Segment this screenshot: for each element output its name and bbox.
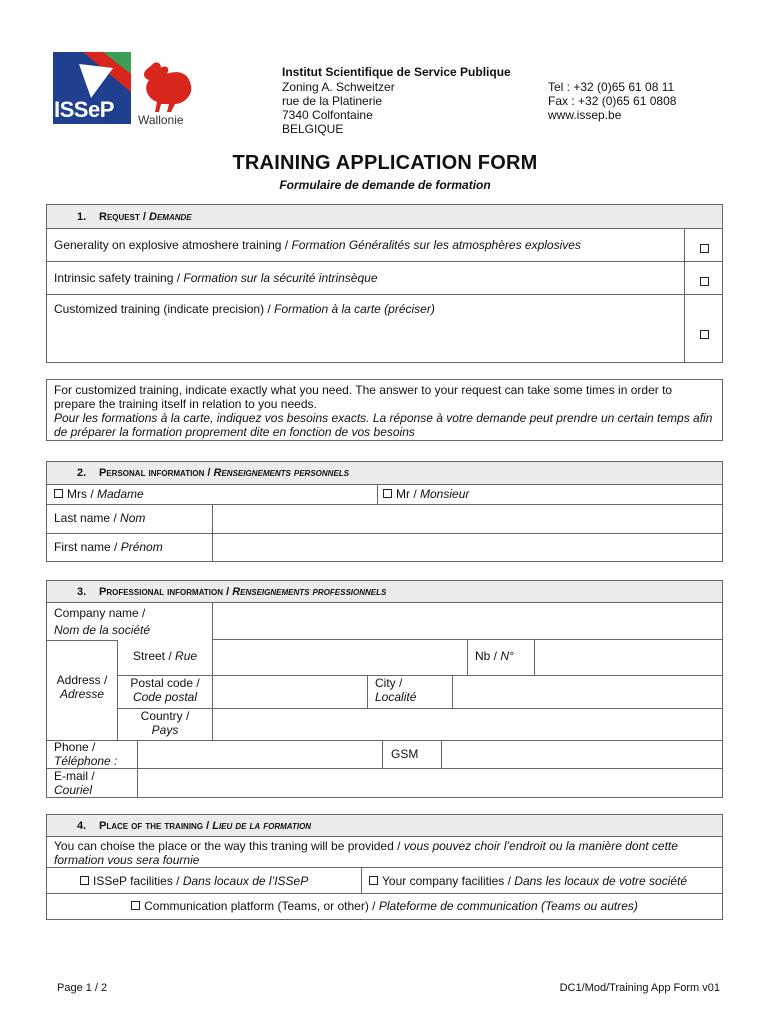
section-number: 4. xyxy=(77,819,87,832)
city-field[interactable] xyxy=(452,675,722,708)
section-number: 3. xyxy=(77,585,87,598)
rooster-icon xyxy=(137,60,195,114)
phone-label-fr: Téléphone : xyxy=(54,754,118,768)
opt2-label-en: Your company facilities / xyxy=(382,874,511,888)
firstname-field[interactable] xyxy=(212,534,722,561)
place-intro xyxy=(47,837,722,868)
mr-label-fr: Monsieur xyxy=(420,487,470,501)
section-personal xyxy=(46,461,723,562)
address-block xyxy=(282,80,395,136)
contact-block xyxy=(548,80,676,122)
lastname-field[interactable] xyxy=(212,505,722,533)
address-label xyxy=(47,673,117,701)
section-request xyxy=(46,204,723,363)
phone-label-en: Phone / xyxy=(54,740,96,754)
address-line: 7340 Colfontaine xyxy=(282,108,373,122)
lastname-row xyxy=(47,505,722,534)
street-label-en: Street / xyxy=(133,649,172,663)
option-row xyxy=(47,262,722,295)
website-link[interactable]: www.issep.be xyxy=(548,108,622,122)
section-title-fr: Lieu de la formation xyxy=(212,819,312,832)
company-label-en: Company name / xyxy=(54,606,146,620)
section-number: 1. xyxy=(77,210,87,223)
option-row xyxy=(47,229,722,262)
place-options-row xyxy=(47,868,722,894)
nb-label-en: Nb / xyxy=(475,649,498,663)
country-label xyxy=(117,709,213,737)
note-fr: Pour les formations à la carte, indiquez vos besoins exacts. La réponse à votre demande peut prendre un certain temps afin de préparer la formation proprement dite en fonction de vos besoins xyxy=(54,411,713,439)
salutation-row xyxy=(47,485,722,505)
postal-label-fr: Code postal xyxy=(132,690,198,704)
option-label-en: Generality on explosive atmoshere training / xyxy=(54,238,289,252)
section-title-fr: Demande xyxy=(149,210,192,223)
section-header: 2. Personal information / Renseignements personnels xyxy=(47,462,722,485)
section-title-en: Request xyxy=(99,210,140,223)
section-title-fr: Renseignements professionnels xyxy=(232,585,387,598)
option-row xyxy=(47,295,722,362)
section-header: 4. Place of the training / Lieu de la formation xyxy=(47,815,722,837)
opt1-label-fr: Dans locaux de l’ISSeP xyxy=(182,874,309,888)
phone-label xyxy=(54,740,117,768)
street-label-fr: Rue xyxy=(175,649,198,663)
section-professional xyxy=(46,580,723,798)
address-line: Zoning A. Schweitzer xyxy=(282,80,395,94)
checkbox-company-facilities[interactable] xyxy=(369,876,378,885)
lastname-label-fr: Nom xyxy=(120,511,146,525)
address-label-en: Address / xyxy=(56,673,108,687)
page-number: Page 1 / 2 xyxy=(57,982,108,994)
email-label-fr: Couriel xyxy=(54,783,93,797)
company-label-fr: Nom de la société xyxy=(54,623,151,637)
section-title-fr: Renseignements personnels xyxy=(213,467,349,479)
form-subtitle: Formulaire de demande de formation xyxy=(279,178,491,192)
opt2-label-fr: Dans les locaux de votre société xyxy=(514,874,688,888)
postal-label-en: Postal code / xyxy=(130,676,200,690)
country-field[interactable] xyxy=(212,708,722,740)
option-label-en: Customized training (indicate precision) / xyxy=(54,302,271,316)
checkbox[interactable] xyxy=(700,330,709,339)
section-title-en: Place of the training xyxy=(99,819,204,832)
postal-field[interactable] xyxy=(212,675,368,708)
place-platform-row xyxy=(47,894,722,919)
option-label-fr: Formation Généralités sur les atmosphères explosives xyxy=(291,238,581,252)
section-place xyxy=(46,814,723,920)
option-label-en: Intrinsic safety training / xyxy=(54,271,181,285)
checkbox-mr[interactable] xyxy=(383,489,392,498)
street-field[interactable] xyxy=(212,640,468,675)
issep-logo xyxy=(53,52,131,124)
postal-label xyxy=(117,676,213,704)
opt3-label-en: Communication platform (Teams, or other) / xyxy=(144,899,376,913)
checkbox[interactable] xyxy=(700,277,709,286)
section-title-en: Personal information xyxy=(99,467,205,479)
form-title: TRAINING APPLICATION FORM xyxy=(232,152,538,174)
place-intro-en: You can choise the place or the way this traning will be provided / xyxy=(54,839,401,853)
section-header: 3. Professional information / Renseignements professionnels xyxy=(47,581,722,603)
logo-text: ISSeP xyxy=(54,97,114,122)
phone-field[interactable] xyxy=(137,740,383,768)
country-label-fr: Pays xyxy=(151,723,179,737)
opt3-label-fr: Plateforme de communication (Teams ou autres) xyxy=(378,899,638,913)
opt1-label-en: ISSeP facilities / xyxy=(93,874,180,888)
nb-label xyxy=(475,649,514,663)
wallonie-text: Wallonie xyxy=(138,113,184,127)
address-line: BELGIQUE xyxy=(282,122,344,136)
institute-name: Institut Scientifique de Service Publique xyxy=(282,65,511,79)
tel-text: Tel : +32 (0)65 61 08 11 xyxy=(548,80,675,94)
firstname-row xyxy=(47,534,722,561)
company-field[interactable] xyxy=(212,603,722,640)
checkbox[interactable] xyxy=(700,244,709,253)
gsm-field[interactable] xyxy=(441,740,722,768)
address-label-fr: Adresse xyxy=(59,687,105,701)
firstname-label-en: First name / xyxy=(54,540,118,554)
email-label-en: E-mail / xyxy=(54,769,95,783)
mrs-label-fr: Madame xyxy=(97,487,144,501)
fax-text: Fax : +32 (0)65 61 0808 xyxy=(548,94,677,108)
city-label-fr: Localité xyxy=(375,690,417,704)
place-intro-fr: vous pouvez choir l’endroit ou la manière dont cette formation vous sera fournie xyxy=(54,839,678,867)
street-label xyxy=(133,649,197,663)
email-field[interactable] xyxy=(137,768,722,797)
checkbox-issep-facilities[interactable] xyxy=(80,876,89,885)
document-reference: DC1/Mod/Training App Form v01 xyxy=(559,982,720,994)
lastname-label-en: Last name / xyxy=(54,511,117,525)
company-label xyxy=(54,605,150,639)
checkbox-mrs[interactable] xyxy=(54,489,63,498)
email-label xyxy=(54,769,95,797)
mrs-label-en: Mrs / xyxy=(67,487,94,501)
checkbox-communication-platform[interactable] xyxy=(131,901,140,910)
nb-field[interactable] xyxy=(534,640,722,675)
section-number: 2. xyxy=(77,467,87,479)
address-line: rue de la Platinerie xyxy=(282,94,383,108)
note-en: For customized training, indicate exactly what you need. The answer to your request can take some times in order to prepare the training itself in relation to you needs. xyxy=(54,383,673,411)
gsm-label: GSM xyxy=(391,747,419,761)
section-header: 1. Request / Demande xyxy=(47,205,722,229)
nb-label-fr: N° xyxy=(500,649,514,663)
note-box xyxy=(46,379,723,441)
option-label-fr: Formation à la carte (préciser) xyxy=(274,302,435,316)
country-label-en: Country / xyxy=(140,709,190,723)
section-title-en: Professional information xyxy=(99,585,224,598)
option-label-fr: Formation sur la sécurité intrinsèque xyxy=(183,271,378,285)
firstname-label-fr: Prénom xyxy=(120,540,163,554)
mr-label-en: Mr / xyxy=(396,487,417,501)
city-label xyxy=(375,676,416,704)
city-label-en: City / xyxy=(375,676,403,690)
